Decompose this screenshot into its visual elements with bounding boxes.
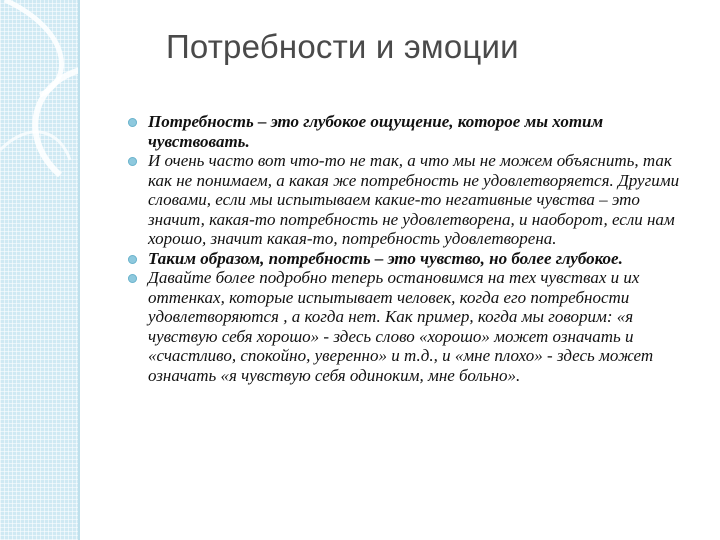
bullet-dot-icon xyxy=(128,118,137,127)
decorative-side-band xyxy=(0,0,80,540)
bullet-list xyxy=(128,112,700,385)
bullet-text: Потребность – это глубокое ощущение, которое мы хотим чувствовать. xyxy=(148,112,604,151)
band-edge-line xyxy=(78,0,80,540)
bullet-dot-icon xyxy=(128,157,137,166)
bullet-item xyxy=(128,112,700,151)
bullet-dot-icon xyxy=(128,274,137,283)
bullet-item xyxy=(128,151,700,249)
slide-title: Потребности и эмоции xyxy=(166,28,519,65)
bullet-item xyxy=(128,268,700,385)
bullet-text: И очень часто вот что-то не так, а что мы не можем объяснить, так как не понимаем, а какая же потребность не удовлетворяется. Другими словами, если мы испытываем какие-то негативные чувства – это значит, какая-то потребность не удовлетворена, и наоборот, если нам хорошо, значит какая-то, потребность удовлетворена. xyxy=(148,151,680,248)
bullet-text: Таким образом, потребность – это чувство, но более глубокое. xyxy=(148,248,623,268)
bullet-item xyxy=(128,249,700,269)
bullet-text: Давайте более подробно теперь остановимся на тех чувствах и их оттенках, которые испытывает человек, когда его потребности удовлетворяются , а когда нет. Как пример, когда мы говорим: «я чувствую себя хорошо» - здесь слово «хорошо» может означать и «счастливо, спокойно, уверенно» и т.д., и «мне плохо» - здесь может означать «я чувствую себя одиноким, мне больно». xyxy=(148,268,654,385)
decorative-swirl-graphic xyxy=(0,0,80,540)
bullet-dot-icon xyxy=(128,255,137,264)
